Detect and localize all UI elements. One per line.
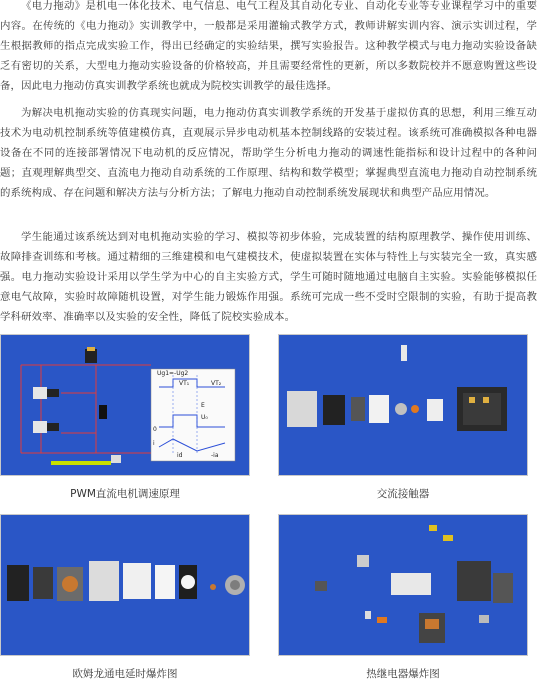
- label-i: i: [153, 440, 155, 447]
- caption-thermal-relay: 热继电器爆炸图: [366, 668, 440, 680]
- pwm-circuit-diagram: [1, 335, 250, 476]
- thermal-relay-figure: [278, 514, 528, 656]
- label-ug: Ug1=-Ug2: [157, 370, 189, 377]
- paragraph-students: 学生能通过该系统达到对电机拖动实验的学习、模拟等初步体验，完成装置的结构原理教学、操作使用训练、故障排查训练和考核。通过精细的三维建模和电气建模技术，使虚拟装置在实体与特性上与实装完全一致，真实感强。电力拖动实验设计采用以学生学为中心的自主实验方式，学生可随时随地通过电脑自主实验。实验能够模拟任意电气故障，实验时故障随机设置，对学生能力锻炼作用强。系统可完成一些不受时空限制的实验，有助于提高教学科研效率、准确率以及实验的安全性，降低了院校实验成本。: [0, 231, 537, 323]
- paragraph-simulation: 为解决电机拖动实验的仿真现实问题，电力拖动仿真实训教学系统的开发基于虚拟仿真的思想，利用三维互动技术为电动机控制系统等值建模仿真，直观展示异步电动机基本控制线路的安装过程。该系统可准确模拟各种电器设备在不同的连接部署情况下电动机的反应情况，帮助学生分析电力拖动的调速性能指标和设计过程中的各种问题；直观理解典型交、直流电力拖动自动系统的工作原理、结构和数学模型；掌握典型直流电力拖动自动控制系统的系统构成、存在问题和解决方法与分析方法；了解电力拖动自动控制系统发展现状和典型产品应用情况。: [0, 107, 537, 199]
- caption-omron: 欧姆龙通电延时爆炸图: [72, 668, 178, 680]
- paragraph-intro: 《电力拖动》是机电一体化技术、电气信息、电气工程及其自动化专业、自动化专业等专业课程学习中的重要内容。在传统的《电力拖动》实训教学中，一般都是采用灌输式教学方式，教师讲解实训内容、演示实训过程，学生根据教师的指点完成实验工作，得出已经确定的实验结果，撰写实验报告。这种教学模式与电力拖动实验设备缺乏有密切的关系，大型电力拖动实验设备的价格较高，并且需要经常性的更新，所以多数院校并不愿意购置这些设备，因此电力拖动仿真实训教学系统也就成为院校实训教学的最佳选择。: [0, 0, 537, 92]
- contactor-exploded-view: [279, 335, 528, 476]
- omron-exploded-view: [1, 515, 250, 656]
- caption-pwm: PWM直流电机调速原理: [70, 488, 180, 500]
- caption-contactor: 交流接触器: [376, 488, 430, 500]
- label-zero: 0: [153, 426, 157, 433]
- omron-delay-figure: [0, 514, 250, 656]
- pwm-dc-motor-figure: [0, 334, 250, 476]
- label-id: id: [177, 452, 183, 459]
- label-e: E: [201, 402, 205, 409]
- label-vt2: VT₂: [211, 380, 222, 387]
- ac-contactor-figure: [278, 334, 528, 476]
- label-ia: -ia: [211, 452, 219, 459]
- label-vt1: VT₁: [179, 380, 190, 387]
- thermal-relay-exploded-view: [279, 515, 528, 656]
- label-u0: U₀: [201, 414, 208, 421]
